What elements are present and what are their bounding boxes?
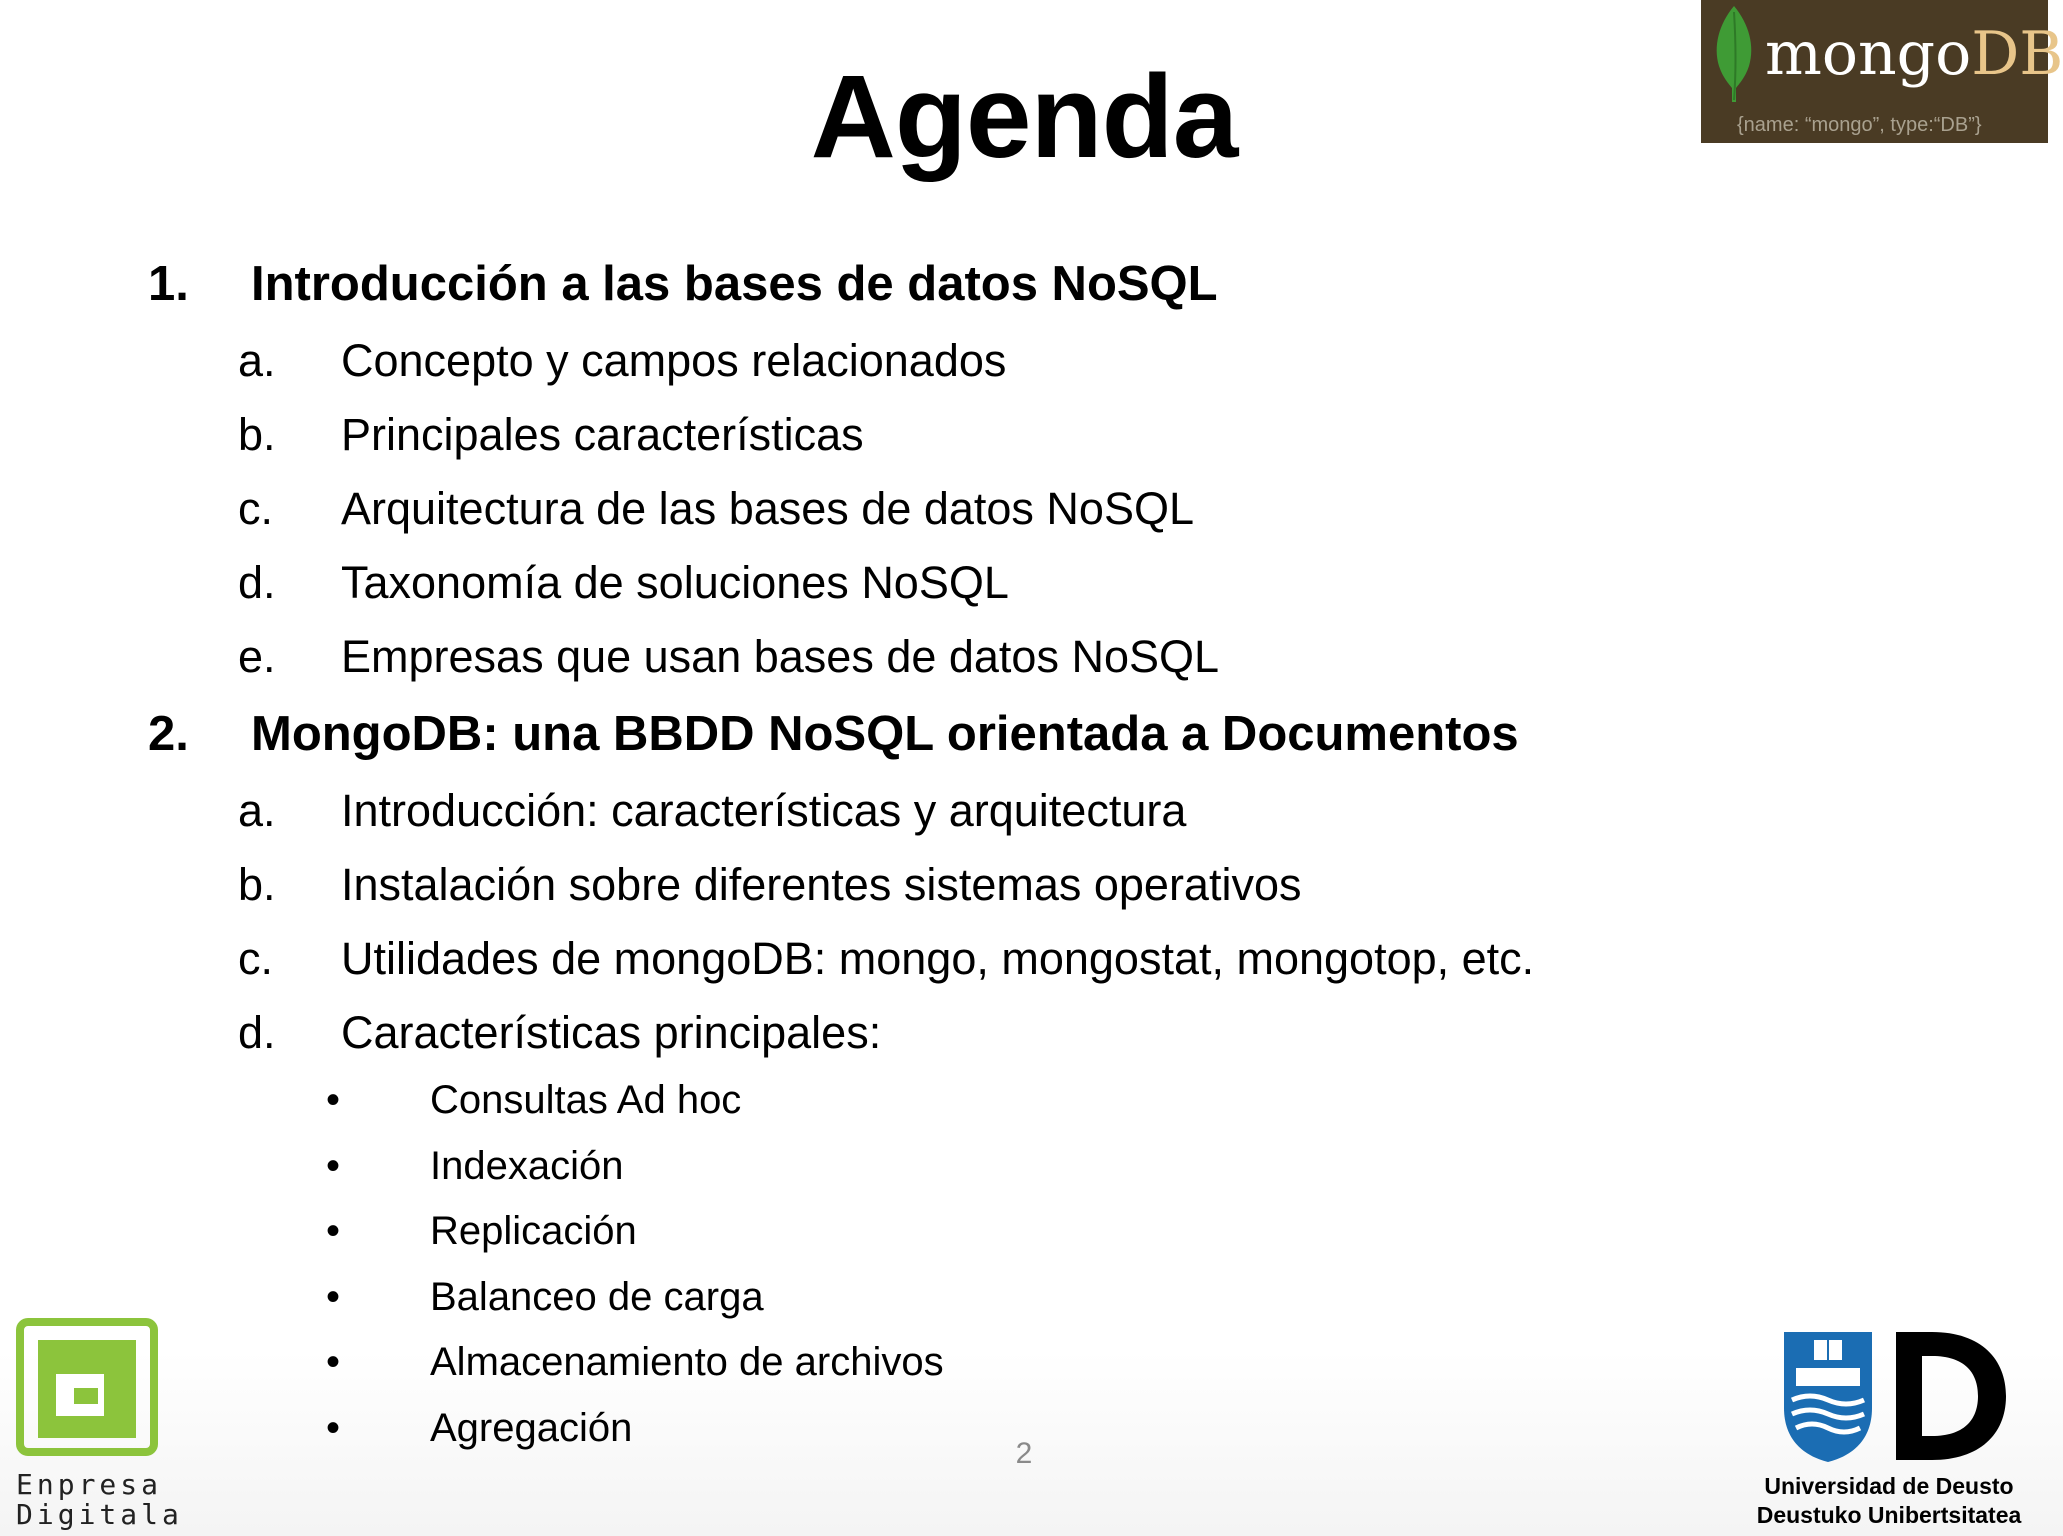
deusto-line2: Deustuko Unibertsitatea [1756, 1502, 2022, 1528]
agenda-item-number: 2. [148, 707, 189, 761]
subitem-text: Empresas que usan bases de datos NoSQL [341, 631, 1220, 682]
agenda-item-number: 1. [148, 257, 189, 311]
bullet-text: Indexación [430, 1144, 624, 1188]
page-number: 2 [1015, 1437, 1033, 1470]
subitem-text: Taxonomía de soluciones NoSQL [341, 557, 1009, 608]
agenda-item-title: MongoDB: una BBDD NoSQL orientada a Documentos [251, 707, 1519, 761]
bullet-text: Almacenamiento de archivos [430, 1340, 944, 1384]
bullet-glyph: • [326, 1144, 341, 1188]
bullet-glyph: • [326, 1406, 341, 1450]
subitem-marker: c. [238, 933, 274, 984]
bullet-glyph: • [326, 1209, 341, 1253]
subitem-marker: e. [238, 631, 276, 682]
subitem-text: Introducción: características y arquitectura [341, 785, 1187, 836]
deusto-logo-text [1730, 1472, 2048, 1530]
subitem-marker: d. [238, 557, 276, 608]
subitem-text: Características principales: [341, 1007, 882, 1058]
agenda-item-title: Introducción a las bases de datos NoSQL [251, 257, 1218, 311]
subitem-text: Utilidades de mongoDB: mongo, mongostat, mongotop, etc. [341, 933, 1535, 984]
mongodb-logo-tagline: {name: “mongo”, type:“DB”} [1737, 114, 1982, 136]
subitem-text: Concepto y campos relacionados [341, 335, 1007, 386]
deusto-logo-icon [1782, 1330, 2012, 1462]
subitem-marker: a. [238, 335, 276, 386]
bullet-text: Agregación [430, 1406, 633, 1450]
subitem-marker: d. [238, 1007, 276, 1058]
subitem-text: Principales características [341, 409, 864, 460]
mongodb-logo-db: DB [1971, 19, 2063, 89]
bullet-glyph: • [326, 1340, 341, 1384]
mongodb-logo-mongo: mongo [1765, 19, 1972, 89]
bullet-glyph: • [326, 1275, 341, 1319]
enpresa-digitala-logo-icon [16, 1318, 158, 1456]
bullet-text: Consultas Ad hoc [430, 1078, 742, 1122]
subitem-marker: a. [238, 785, 276, 836]
enpresa-digitala-line1: Enpresa [16, 1468, 163, 1501]
bullet-text: Balanceo de carga [430, 1275, 764, 1319]
deusto-line1: Universidad de Deusto [1764, 1473, 2014, 1499]
slide-title: Agenda [810, 51, 1238, 183]
subitem-text: Arquitectura de las bases de datos NoSQL [341, 483, 1195, 534]
enpresa-digitala-line2: Digitala [16, 1498, 183, 1531]
enpresa-digitala-logo-text [16, 1470, 183, 1530]
bullet-text: Replicación [430, 1209, 637, 1253]
subitem-marker: c. [238, 483, 274, 534]
subitem-marker: b. [238, 409, 276, 460]
subitem-marker: b. [238, 859, 276, 910]
subitem-text: Instalación sobre diferentes sistemas operativos [341, 859, 1302, 910]
bullet-glyph: • [326, 1078, 341, 1122]
